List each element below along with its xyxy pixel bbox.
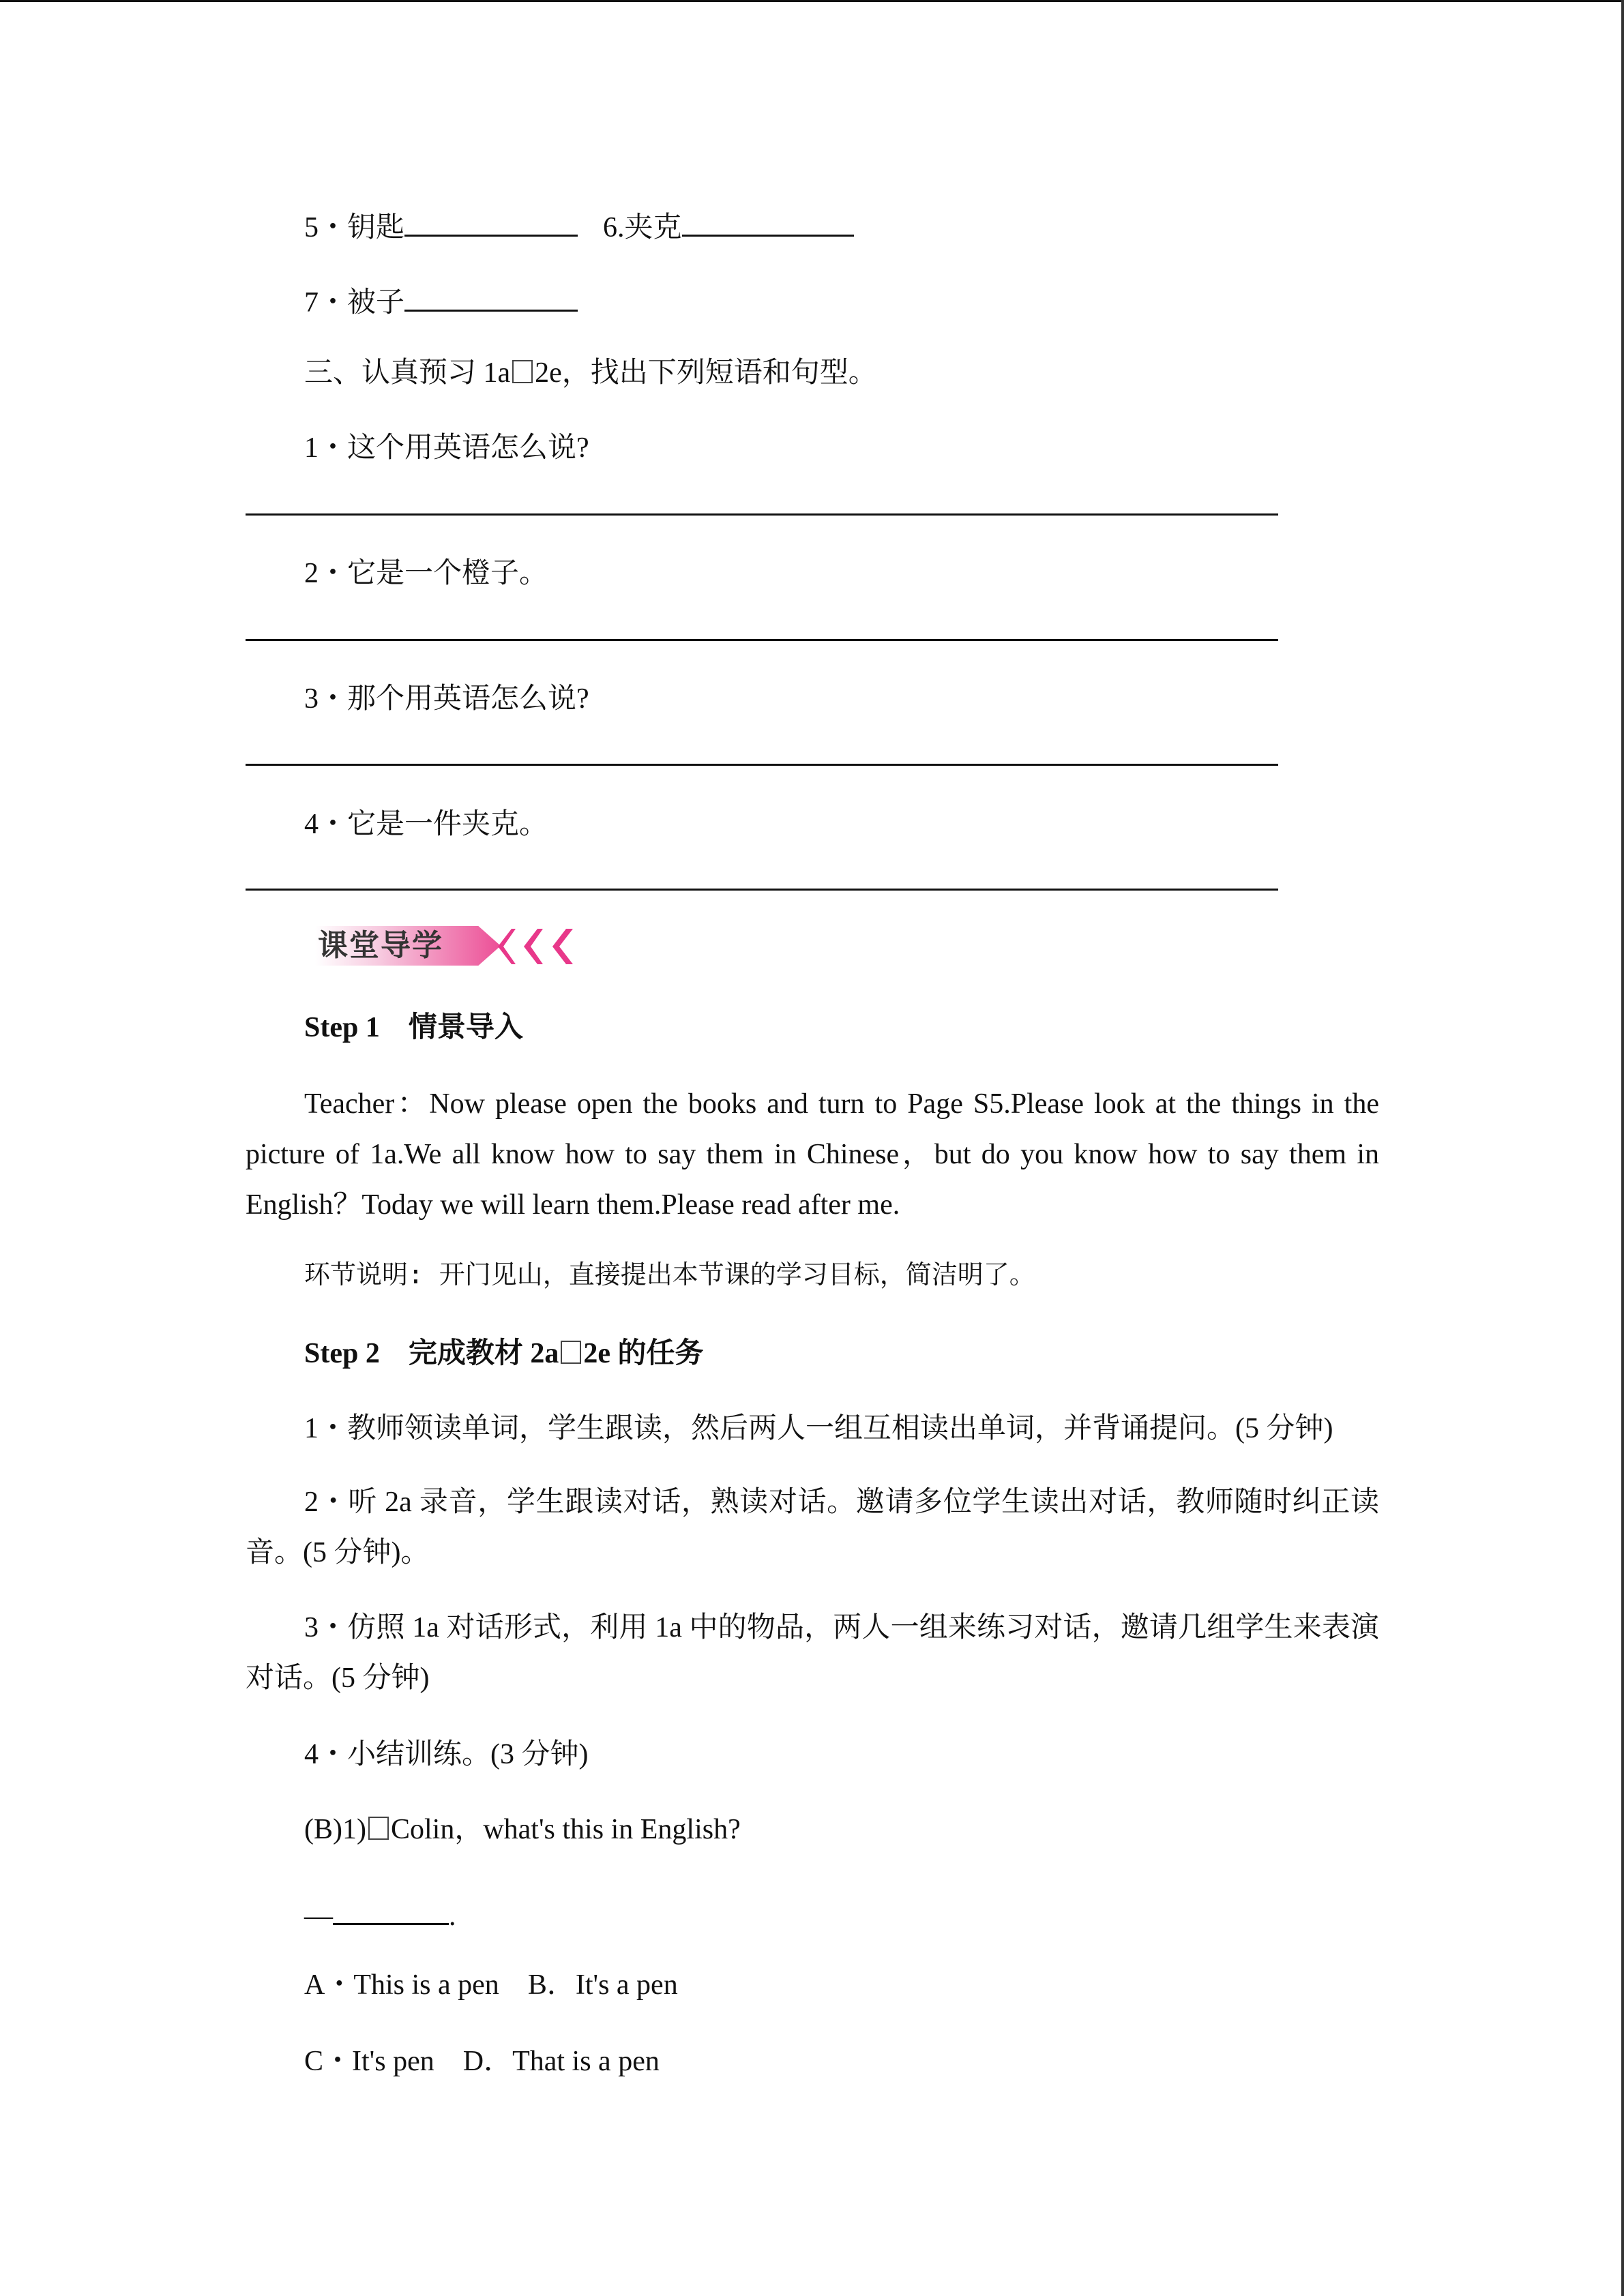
step2-item-2: 2・听 2a 录音，学生跟读对话，熟读对话。邀请多位学生读出对话，教师随时纠正读音。(5 分钟)。 bbox=[246, 1487, 1379, 1568]
answer-blank[interactable] bbox=[682, 202, 854, 237]
page-right-border bbox=[1621, 0, 1624, 2296]
vocab-item-7: 7・被子 bbox=[304, 277, 578, 323]
exercise-options-row-1 bbox=[304, 1965, 678, 2005]
answer-line[interactable] bbox=[246, 764, 1278, 766]
placeholder-box-icon bbox=[512, 360, 533, 383]
vocab-item-6: 6.夹克 bbox=[603, 202, 854, 248]
page-top-border bbox=[0, 0, 1624, 2]
option-a[interactable]: A・This is a pen bbox=[304, 1969, 499, 2001]
step1-title: Step 1 情景导入 bbox=[304, 1012, 523, 1043]
option-b[interactable]: B．It's a pen bbox=[527, 1969, 678, 2001]
placeholder-box-icon bbox=[368, 1817, 389, 1840]
answer-blank[interactable] bbox=[333, 1890, 449, 1925]
section3-question-1: 1・这个用英语怎么说? bbox=[304, 432, 589, 464]
answer-blank[interactable] bbox=[404, 202, 578, 237]
chevrons-icon bbox=[498, 926, 593, 967]
placeholder-box-icon bbox=[561, 1341, 581, 1364]
answer-line[interactable] bbox=[246, 513, 1278, 516]
exercise-question: (B)1) Colin，what's this in English? bbox=[304, 1814, 741, 1845]
step2-title: Step 2 完成教材 2a 2e 的任务 bbox=[304, 1338, 704, 1369]
answer-line[interactable] bbox=[246, 639, 1278, 641]
option-d[interactable]: D．That is a pen bbox=[462, 2046, 660, 2077]
exercise-options-row-2 bbox=[304, 2042, 660, 2081]
exercise-answer: — . bbox=[304, 1890, 456, 1936]
section3-question-2: 2・它是一个橙子。 bbox=[304, 558, 548, 589]
banner-title: 课堂导学 bbox=[318, 928, 443, 963]
vocab-item-5: 5・钥匙 bbox=[304, 202, 578, 248]
section3-question-4: 4・它是一件夹克。 bbox=[304, 809, 548, 840]
section3-heading: 三、认真预习 1a 2e，找出下列短语和句型。 bbox=[304, 357, 877, 389]
step2-item-4: 4・小结训练。(3 分钟) bbox=[304, 1739, 589, 1770]
section-banner bbox=[315, 926, 588, 967]
option-c[interactable]: C・It's pen bbox=[304, 2046, 434, 2077]
step1-note: 环节说明: 开门见山，直接提出本节课的学习目标，简洁明了。 bbox=[304, 1259, 1035, 1289]
answer-line[interactable] bbox=[246, 889, 1278, 891]
step2-item-3: 3・仿照 1a 对话形式，利用 1a 中的物品，两人一组来练习对话，邀请几组学生来表演对话。(5 分钟) bbox=[246, 1612, 1379, 1694]
section3-question-3: 3・那个用英语怎么说? bbox=[304, 683, 589, 715]
answer-blank[interactable] bbox=[404, 277, 578, 312]
step2-item-1: 1・教师领读单词，学生跟读，然后两人一组互相读出单词，并背诵提问。(5 分钟) bbox=[304, 1413, 1333, 1444]
step1-teacher-paragraph: Teacher：Now please open the books and turn to Page S5.Please look at the things in the picture of 1a.We all know how to say them in Chinese，but do you know how to say them in English？Today we will learn them.Please read after me. bbox=[246, 1088, 1379, 1221]
